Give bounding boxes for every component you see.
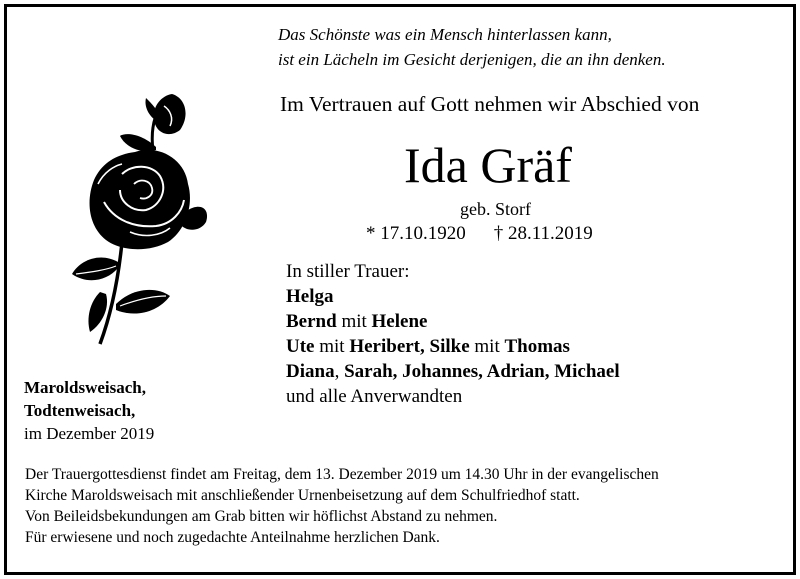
mourner-line: Diana, Sarah, Johannes, Adrian, Michael [286, 361, 620, 382]
mourners-closing: und alle Anverwandten [286, 386, 463, 407]
notice-date: im Dezember 2019 [24, 424, 155, 443]
memorial-quote [278, 22, 666, 72]
birth-date: * 17.10.1920 [366, 223, 466, 244]
notice-line: Der Trauergottesdienst findet am Freitag, dem 13. Dezember 2019 um 14.30 Uhr in der evangelischen [25, 466, 659, 483]
mourners-heading: In stiller Trauer: [286, 261, 410, 282]
quote-line: ist ein Lächeln im Gesicht derjenigen, die an ihn denken. [278, 50, 666, 69]
mourners-list [286, 259, 620, 409]
quote-line: Das Schönste was ein Mensch hinterlassen kann, [278, 25, 612, 44]
place-line: Maroldsweisach, [24, 378, 146, 397]
notice-line: Kirche Maroldsweisach mit anschließender Urnenbeisetzung auf dem Schulfriedhof statt. [25, 487, 580, 504]
life-dates [366, 222, 593, 246]
service-notice [25, 464, 659, 548]
mourner-line: Ute mit Heribert, Silke mit Thomas [286, 336, 570, 357]
mourner-line: Bernd mit Helene [286, 311, 428, 332]
notice-line: Für erwiesene und noch zugedachte Anteilnahme herzlichen Dank. [25, 529, 440, 546]
mourner-line: Helga [286, 286, 334, 307]
place-line: Todtenweisach, [24, 401, 136, 420]
rose-icon [60, 92, 210, 352]
place-and-date [24, 376, 154, 445]
deceased-name: Ida Gräf [404, 137, 572, 193]
farewell-intro: Im Vertrauen auf Gott nehmen wir Abschied von [280, 92, 700, 116]
death-date: † 28.11.2019 [493, 223, 593, 244]
notice-line: Von Beileidsbekundungen am Grab bitten wir höflichst Abstand zu nehmen. [25, 508, 498, 525]
birth-name: geb. Storf [460, 199, 531, 219]
